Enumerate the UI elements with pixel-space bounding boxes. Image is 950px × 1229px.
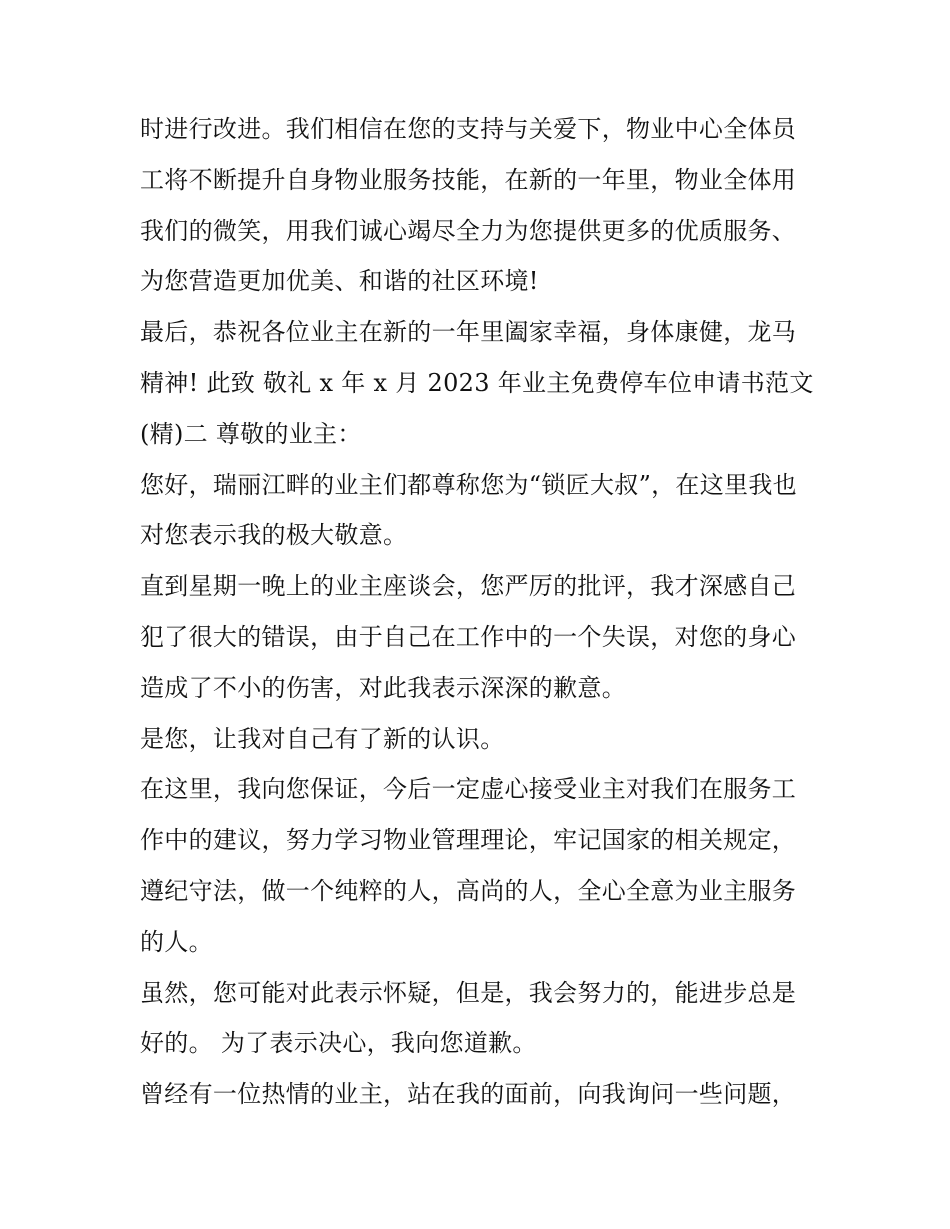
text-line: 遵纪守法，做一个纯粹的人，高尚的人，全心全意为业主服务 (140, 876, 797, 905)
text-line: 虽然，您可能对此表示怀疑，但是，我会努力的，能进步总是 (140, 978, 797, 1007)
text-line: 精神! 此致 敬礼 x 年 x 月 2023 年业主免费停车位申请书范文 (140, 368, 814, 397)
text-line: 最后，恭祝各位业主在新的一年里阖家幸福，身体康健，龙马 (140, 318, 797, 347)
text-line: 的人。 (140, 927, 213, 956)
text-line: 您好，瑞丽江畔的业主们都尊称您为“锁匠大叔”，在这里我也 (140, 470, 797, 499)
text-line: 曾经有一位热情的业主，站在我的面前，向我询问一些问题， (140, 1080, 797, 1109)
text-line: 对您表示我的极大敬意。 (140, 521, 408, 550)
text-line: 工将不断提升自身物业服务技能，在新的一年里，物业全体用 (140, 165, 797, 194)
text-line: 作中的建议，努力学习物业管理理论，牢记国家的相关规定， (140, 826, 797, 855)
text-line: 是您，让我对自己有了新的认识。 (140, 724, 505, 753)
text-line: 好的。 为了表示决心，我向您道歉。 (140, 1029, 537, 1058)
text-line: 时进行改进。我们相信在您的支持与关爱下，物业中心全体员 (140, 115, 797, 143)
text-line: 直到星期一晚上的业主座谈会，您严厉的批评，我才深感自己 (140, 572, 797, 601)
document-body (140, 104, 820, 1120)
text-line: 为您营造更加优美、和谐的社区环境! (140, 267, 539, 296)
text-line: 在这里，我向您保证，今后一定虚心接受业主对我们在服务工 (140, 775, 797, 804)
text-line: 造成了不小的伤害，对此我表示深深的歉意。 (140, 673, 626, 702)
text-line: 我们的微笑，用我们诚心竭尽全力为您提供更多的优质服务、 (140, 216, 797, 245)
text-line: (精)二 尊敬的业主： (140, 419, 362, 448)
text-line: 犯了很大的错误，由于自己在工作中的一个失误，对您的身心 (140, 622, 797, 651)
